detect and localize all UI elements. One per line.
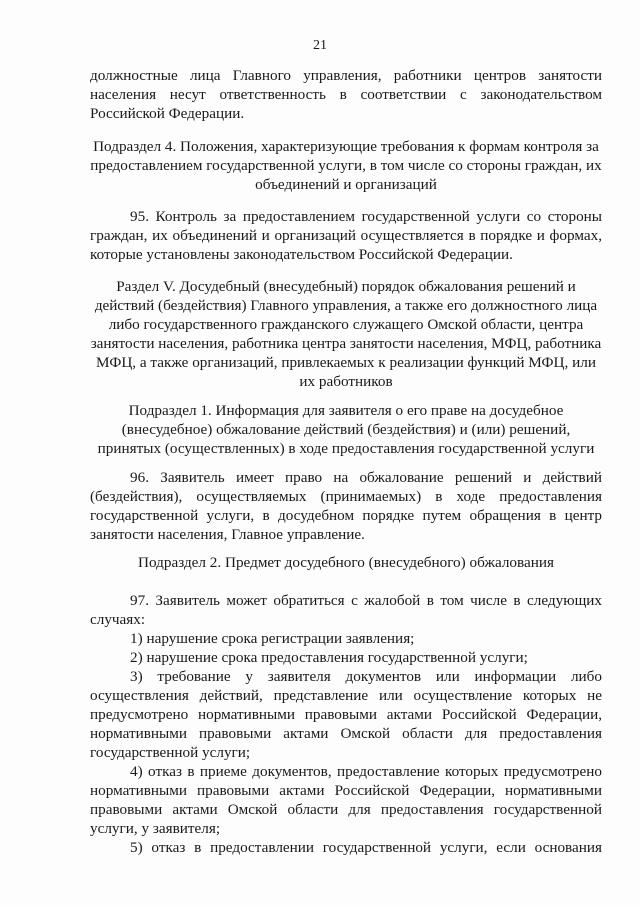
list-item: 1) нарушение срока регистрации заявления; — [130, 630, 415, 647]
heading-text: Подраздел 4. Положения, характеризующие требования к формам контроля за предоставлением государственной услуги, в том числе со стороны граждан, их объединений и организаций — [90, 138, 602, 193]
subsection-2-heading — [90, 553, 602, 572]
list-item: 2) нарушение срока предоставления государственной услуги; — [130, 649, 528, 666]
paragraph-liability — [90, 66, 602, 123]
list-item: 3) требование у заявителя документов или информации либо осуществления действий, представление или осуществление которых не предусмотрено нормативными правовыми актами Российской Федерации, нормативными правовыми актами Омской области для предоставления государственной услуги; — [90, 668, 602, 761]
subsection-1-heading — [90, 401, 602, 458]
paragraph-96 — [90, 468, 602, 544]
paragraph-95 — [90, 207, 602, 264]
paragraph-text: 95. Контроль за предоставлением государственной услуги со стороны граждан, их объединений и организаций осуществляется в порядке и формах, которые установлены законодательством Российской Федерации. — [90, 208, 602, 263]
subsection-4-heading — [90, 137, 602, 194]
list-item: 4) отказ в приеме документов, предоставление которых предусмотрено нормативными правовыми актами Российской Федерации, нормативными правовыми актами Омской области для предоставления государственной услуги, у заявителя; — [90, 763, 602, 837]
paragraph-text: 97. Заявитель может обратиться с жалобой в том числе в следующих случаях: — [90, 592, 602, 628]
paragraph-text: должностные лица Главного управления, работники центров занятости населения несут ответственность в соответствии с законодательством Российской Федерации. — [90, 67, 602, 122]
section-5-heading — [90, 277, 602, 391]
paragraph-text: 96. Заявитель имеет право на обжалование решений и действий (бездействия), осуществляемых (принимаемых) в ходе предоставления государственной услуги, в досудебном порядке путем обращения в центр занятости населения, Главное управление. — [90, 469, 602, 543]
list-item: 5) отказ в предоставлении государственной услуги, если основания — [130, 839, 602, 856]
heading-text: Подраздел 1. Информация для заявителя о его праве на досудебное (внесудебное) обжалование действий (бездействия) и (или) решений, принятых (осуществленных) в ходе предоставления государственной услуги — [97, 402, 595, 457]
cases-list — [90, 629, 602, 857]
heading-text: Раздел V. Досудебный (внесудебный) порядок обжалования решений и действий (бездействия) Главного управления, а также его должностного лица либо государственного гражданского служащего Омской области, центра занятости населения, работника центра занятости населения, МФЦ, работника МФЦ, а также организаций, привлекаемых к реализации функций МФЦ, или их работников — [90, 278, 602, 390]
heading-text: Подраздел 2. Предмет досудебного (внесудебного) обжалования — [138, 554, 554, 571]
page-number: 21 — [313, 38, 327, 53]
paragraph-97 — [90, 591, 602, 629]
